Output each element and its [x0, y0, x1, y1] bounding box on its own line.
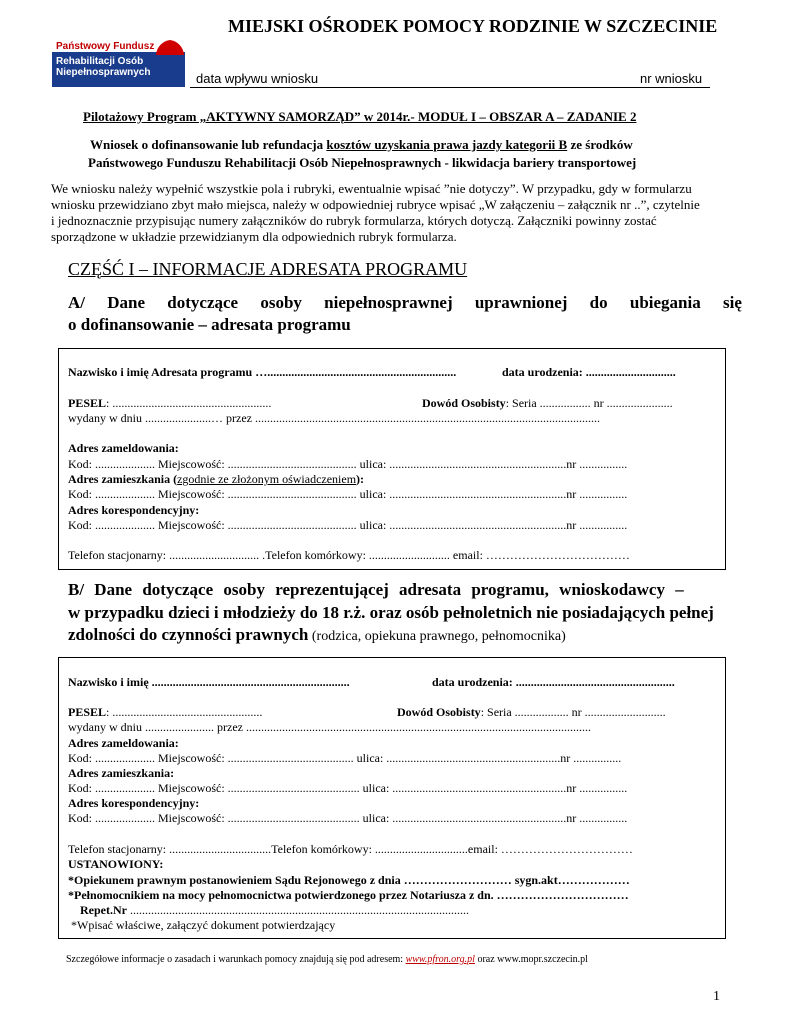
formB-appointed-label: USTANOWIONY: — [68, 857, 164, 871]
formA-pesel-field[interactable]: PESEL: ..................................................... — [68, 396, 272, 410]
sectionB-heading-line3: zdolności do czynności prawnych (rodzica, opiekuna prawnego, pełnomocnika) — [68, 625, 566, 644]
logo-text-lines — [56, 56, 150, 78]
formA-residence-label: Adres zamieszkania (zgodnie ze złożonym oświadczeniem): — [68, 472, 365, 486]
part1-title: CZĘŚĆ I – INFORMACJE ADRESATA PROGRAMU — [68, 259, 468, 279]
formB-birthdate-field[interactable]: data urodzenia: ..................................................... — [432, 675, 675, 689]
formA-id-field[interactable]: Dowód Osobisty: Seria ................. nr ...................... — [422, 396, 673, 410]
sectionB-heading-line1: B/ Dane dotyczące osoby reprezentującej adresata programu, wnioskodawcy – — [68, 580, 684, 599]
formB-name-field[interactable]: Nazwisko i imię .................................................................. — [68, 675, 350, 689]
instructions-line3: i jednoznacznie przypisując numery załączników do rubryk formularza, których dotyczą. Załączniki powinny zostać — [51, 213, 657, 228]
pfron-link[interactable]: www.pfron.org.pl — [405, 954, 475, 965]
sectionA-heading-line1: A/ Dane dotyczące osoby niepełnosprawnej uprawnionej do ubiegania się — [68, 293, 742, 312]
formB-note: *Wpisać właściwe, załączyć dokument potwierdzający — [71, 918, 336, 932]
request-title-line1: Wniosek o dofinansowanie lub refundacja kosztów uzyskania prawa jazdy kategorii B ze środków — [90, 137, 633, 152]
sectionB-heading-line2: w przypadku dzieci i młodzieży do 18 r.ż. oraz osób pełnoletnich nie posiadających pełnej — [68, 603, 714, 622]
footer-info: Szczegółowe informacje o zasadach i warunkach pomocy znajdują się pod adresem: www.pfron.org.pl oraz www.mopr.szczecin.pl — [66, 954, 588, 965]
formA-correspondence-field[interactable]: Kod: .................... Miejscowość: ........................................... ulica: ...........................................................nr ................ — [68, 518, 628, 532]
formA-registered-label: Adres zameldowania: — [68, 441, 179, 455]
formA-registered-field[interactable]: Kod: .................... Miejscowość: ........................................... ulica: ...........................................................nr ................ — [68, 457, 628, 471]
formA-residence-field[interactable]: Kod: .................... Miejscowość: ........................................... ulica: ...........................................................nr ................ — [68, 487, 628, 501]
formB-residence-label: Adres zamieszkania: — [68, 766, 175, 780]
instructions-line1: We wniosku należy wypełnić wszystkie pola i rubryki, ewentualnie wpisać ”nie dotyczy”. W przypadku, gdy w formularzu — [51, 181, 692, 196]
sectionA-heading-line2: o dofinansowanie – adresata programu — [68, 315, 351, 334]
formB-phone-field[interactable]: Telefon stacjonarny: ..................................Telefon komórkowy: ...............................email: …………………………… — [68, 842, 633, 856]
page-number: 1 — [713, 989, 720, 1004]
formB-pesel-field[interactable]: PESEL: .................................................. — [68, 705, 263, 719]
application-number-label: nr wniosku — [640, 71, 703, 86]
formA-phone-field[interactable]: Telefon stacjonarny: .............................. .Telefon komórkowy: ........................... email: ……………………………… — [68, 548, 630, 562]
program-title: Pilotażowy Program „AKTYWNY SAMORZĄD” w 2014r.- MODUŁ I – OBSZAR A – ZADANIE 2 — [83, 109, 637, 124]
logo-text-line2: Rehabilitacji Osób — [56, 56, 144, 67]
formB-proxy-field[interactable]: *Pełnomocnikiem na mocy pełnomocnictwa potwierdzonego przez Notariusza z dn. …………………………… — [68, 888, 629, 902]
instructions-line2: wniosku przewidziano zbyt mało miejsca, należy w odpowiedniej rubryce wpisać „W załączeniu – załącznik nr ..”, czytelnie — [51, 197, 700, 212]
instructions-line4: sporządzone w układzie przewidzianym dla odpowiednich rubryk formularza. — [51, 229, 457, 244]
formB-issued-field[interactable]: wydany w dniu ....................... przez ................................................................................................................... — [68, 720, 591, 734]
formB-residence-field[interactable]: Kod: .................... Miejscowość: ............................................ ulica: ..........................................................nr ................ — [68, 781, 628, 795]
formA-correspondence-label: Adres korespondencyjny: — [68, 503, 200, 517]
formB-registered-field[interactable]: Kod: .................... Miejscowość: .......................................... ulica: ..........................................................nr ................ — [68, 751, 622, 765]
formB-guardian-field[interactable]: *Opiekunem prawnym postanowieniem Sądu Rejonowego z dnia ……………………… sygn.akt……………… — [68, 873, 630, 887]
formB-registered-label: Adres zameldowania: — [68, 736, 179, 750]
institution-title: MIEJSKI OŚRODEK POMOCY RODZINIE W SZCZECINIE — [228, 16, 718, 36]
formA-name-field[interactable]: Nazwisko i imię Adresata programu …............................................................... — [68, 365, 457, 379]
formB-correspondence-field[interactable]: Kod: .................... Miejscowość: ............................................ ulica: ..........................................................nr ................ — [68, 811, 628, 825]
formB-correspondence-label: Adres korespondencyjny: — [68, 796, 200, 810]
header-underline — [190, 87, 710, 88]
formA-issued-field[interactable]: wydany w dniu ......................… przez ................................................................................................................... — [68, 411, 600, 425]
formB-repet-field[interactable]: Repet.Nr ................................................................................................................. — [80, 903, 469, 917]
formA-birthdate-field[interactable]: data urodzenia: .............................. — [502, 365, 676, 379]
logo-text-line1: Państwowy Fundusz — [56, 41, 155, 52]
receipt-date-label: data wpływu wniosku — [196, 71, 319, 86]
logo-text-line3: Niepełnosprawnych — [56, 67, 151, 78]
formB-id-field[interactable]: Dowód Osobisty: Seria .................. nr ........................... — [397, 705, 666, 719]
request-title-line2: Państwowego Funduszu Rehabilitacji Osób Niepełnosprawnych - likwidacja bariery transportowej — [88, 155, 637, 170]
